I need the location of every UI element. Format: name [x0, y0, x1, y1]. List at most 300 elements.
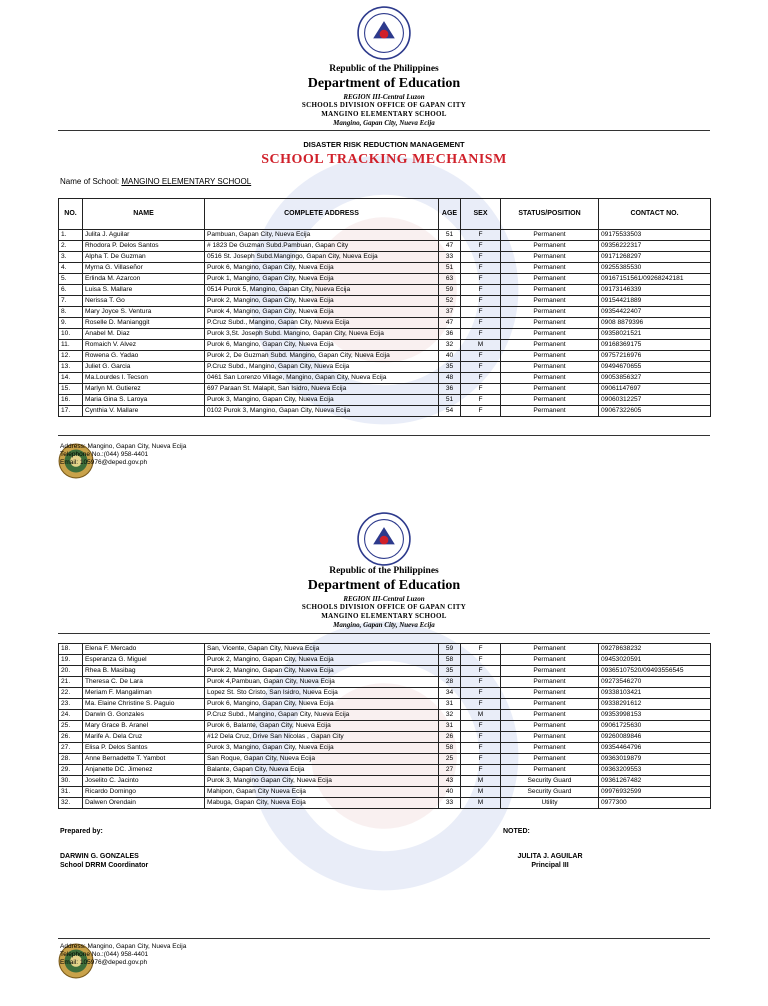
department-title: Department of Education — [307, 578, 461, 593]
cell-no: 23. — [59, 699, 83, 710]
drrm-subtitle: DISASTER RISK REDUCTION MANAGEMENT — [303, 140, 465, 149]
cell-address: Mahipon, Gapan City Nueva Ecija — [205, 787, 439, 798]
cell-address: 697 Paraan St. Malapit, San Isidro, Nueva Ecija — [205, 384, 439, 395]
cell-name: Joselito C. Jacinto — [83, 776, 205, 787]
cell-name: Mary Joyce S. Ventura — [83, 307, 205, 318]
cell-status: Permanent — [501, 329, 599, 340]
cell-contact: 09363019879 — [599, 754, 711, 765]
cell-no: 21. — [59, 677, 83, 688]
cell-contact: 09273546270 — [599, 677, 711, 688]
cell-name: Alpha T. De Guzman — [83, 252, 205, 263]
cell-status: Permanent — [501, 732, 599, 743]
cell-age: 43 — [439, 776, 461, 787]
cell-sex: F — [461, 666, 501, 677]
footer-address: Address: Mangino, Gapan City, Nueva Ecija — [60, 943, 187, 950]
cell-no: 11. — [59, 340, 83, 351]
division-label: SCHOOLS DIVISION OFFICE OF GAPAN CITY — [301, 101, 467, 109]
table-row — [59, 252, 711, 263]
cell-age: 51 — [439, 395, 461, 406]
cell-status: Permanent — [501, 340, 599, 351]
cell-no: 16. — [59, 395, 83, 406]
cell-sex: F — [461, 384, 501, 395]
cell-age: 37 — [439, 307, 461, 318]
cell-status: Utility — [501, 798, 599, 809]
cell-status: Permanent — [501, 666, 599, 677]
cell-age: 32 — [439, 340, 461, 351]
cell-contact: 09061147697 — [599, 384, 711, 395]
region-label: REGION III-Central Luzon — [343, 595, 425, 603]
cell-address: 0516 St. Joseph Subd.Mangingo, Gapan City, Nueva Ecija — [205, 252, 439, 263]
cell-name: Myrna G. Villaseñor — [83, 263, 205, 274]
cell-address: San Roque, Gapan City, Nueva Ecija — [205, 754, 439, 765]
cell-contact: 09354422407 — [599, 307, 711, 318]
cell-age: 58 — [439, 655, 461, 666]
header-divider — [58, 633, 710, 634]
cell-no: 20. — [59, 666, 83, 677]
cell-address: Purok 2, Mangino, Gapan City, Nueva Ecija — [205, 666, 439, 677]
cell-age: 36 — [439, 329, 461, 340]
cell-no: 25. — [59, 721, 83, 732]
table-row — [59, 373, 711, 384]
cell-sex: F — [461, 329, 501, 340]
cell-sex: F — [461, 230, 501, 241]
table-row — [59, 765, 711, 776]
school-name-line — [60, 177, 251, 186]
cell-name: Theresa C. De Lara — [83, 677, 205, 688]
cell-age: 27 — [439, 765, 461, 776]
cell-no: 19. — [59, 655, 83, 666]
staff-table-page-2 — [58, 643, 711, 809]
cell-name: Marlyn M. Gutierez — [83, 384, 205, 395]
table-row — [59, 406, 711, 417]
cell-name: Rhodora P. Delos Santos — [83, 241, 205, 252]
cell-name: Rowena G. Yadao — [83, 351, 205, 362]
table-row — [59, 677, 711, 688]
cell-sex: F — [461, 351, 501, 362]
table-row — [59, 798, 711, 809]
cell-no: 13. — [59, 362, 83, 373]
cell-contact: 09167151561/09268242181 — [599, 274, 711, 285]
cell-sex: F — [461, 362, 501, 373]
table-row — [59, 710, 711, 721]
cell-contact: 09338103421 — [599, 688, 711, 699]
table-row — [59, 362, 711, 373]
cell-status: Security Guard — [501, 776, 599, 787]
cell-status: Permanent — [501, 406, 599, 417]
table-row — [59, 655, 711, 666]
cell-contact: 0908 8879396 — [599, 318, 711, 329]
deped-seal-icon — [357, 6, 411, 60]
table-row — [59, 230, 711, 241]
cell-contact: 09361267482 — [599, 776, 711, 787]
cell-address: Purok 2, De Guzman Subd. Mangino, Gapan City, Nueva Ecija — [205, 351, 439, 362]
cell-age: 34 — [439, 688, 461, 699]
cell-contact: 09173146339 — [599, 285, 711, 296]
cell-age: 32 — [439, 710, 461, 721]
cell-name: Meriam F. Mangaliman — [83, 688, 205, 699]
cell-name: Elena F. Mercado — [83, 644, 205, 655]
table-row — [59, 787, 711, 798]
cell-name: Mary Grace B. Aranel — [83, 721, 205, 732]
table-row — [59, 384, 711, 395]
cell-status: Permanent — [501, 285, 599, 296]
cell-age: 28 — [439, 677, 461, 688]
cell-contact: 09067322605 — [599, 406, 711, 417]
cell-contact: 09278638232 — [599, 644, 711, 655]
col-status-header: STATUS/POSITION — [501, 199, 599, 230]
prepared-block — [60, 827, 148, 870]
cell-name: Cynthia V. Mallare — [83, 406, 205, 417]
cell-name: Ma.Lourdes I. Tecson — [83, 373, 205, 384]
footer-contact — [60, 943, 186, 967]
location-label: Mangino, Gapan City, Nueva Ecija — [333, 621, 435, 629]
table-row — [59, 644, 711, 655]
cell-contact: 09060312257 — [599, 395, 711, 406]
cell-no: 32. — [59, 798, 83, 809]
cell-age: 59 — [439, 644, 461, 655]
cell-address: Purok 6, Mangino, Gapan City, Nueva Ecija — [205, 263, 439, 274]
cell-status: Permanent — [501, 384, 599, 395]
table-row — [59, 732, 711, 743]
table-row — [59, 743, 711, 754]
cell-sex: F — [461, 241, 501, 252]
cell-status: Permanent — [501, 721, 599, 732]
footer-telephone: Telephone No.:(044) 958-4401 — [60, 951, 149, 958]
cell-name: Marife A. Dela Cruz — [83, 732, 205, 743]
cell-name: Esperanza G. Miguel — [83, 655, 205, 666]
cell-age: 35 — [439, 666, 461, 677]
noted-label: NOTED: — [503, 828, 530, 835]
cell-sex: F — [461, 765, 501, 776]
cell-address: Purok 4,Pambuan, Gapan City, Nueva Ecija — [205, 677, 439, 688]
cell-no: 24. — [59, 710, 83, 721]
prepared-label: Prepared by: — [60, 828, 103, 835]
cell-no: 31. — [59, 787, 83, 798]
table-row — [59, 699, 711, 710]
footer-email: Email: 105976@deped.gov.ph — [60, 459, 148, 466]
cell-no: 12. — [59, 351, 83, 362]
cell-address: Purok 4, Mangino, Gapan City, Nueva Ecija — [205, 307, 439, 318]
cell-sex: M — [461, 340, 501, 351]
table-row — [59, 340, 711, 351]
cell-sex: F — [461, 406, 501, 417]
cell-sex: F — [461, 721, 501, 732]
cell-name: Julita J. Aguilar — [83, 230, 205, 241]
cell-sex: F — [461, 699, 501, 710]
cell-no: 26. — [59, 732, 83, 743]
cell-contact: 09365107520/09493556545 — [599, 666, 711, 677]
cell-age: 31 — [439, 721, 461, 732]
cell-no: 6. — [59, 285, 83, 296]
cell-name: Erlinda M. Azarcon — [83, 274, 205, 285]
tracking-title: SCHOOL TRACKING MECHANISM — [261, 152, 507, 167]
cell-age: 35 — [439, 362, 461, 373]
cell-status: Permanent — [501, 710, 599, 721]
cell-sex: M — [461, 776, 501, 787]
cell-name: Anjanette DC. Jimenez — [83, 765, 205, 776]
table-row — [59, 285, 711, 296]
cell-sex: F — [461, 732, 501, 743]
cell-no: 22. — [59, 688, 83, 699]
cell-status: Permanent — [501, 307, 599, 318]
footer-telephone: Telephone No.:(044) 958-4401 — [60, 451, 149, 458]
cell-sex: M — [461, 787, 501, 798]
table-row — [59, 351, 711, 362]
cell-address: Pambuan, Gapan City, Nueva Ecija — [205, 230, 439, 241]
cell-age: 40 — [439, 787, 461, 798]
cell-address: San, Vicente, Gapan City, Nueva Ecija — [205, 644, 439, 655]
table-row — [59, 688, 711, 699]
cell-sex: F — [461, 644, 501, 655]
cell-status: Permanent — [501, 263, 599, 274]
deped-seal-icon — [357, 512, 411, 566]
cell-age: 40 — [439, 351, 461, 362]
cell-address: Purok 3, Mangino, Gapan City, Nueva Ecija — [205, 395, 439, 406]
cell-name: Luisa S. Mallare — [83, 285, 205, 296]
table-row — [59, 754, 711, 765]
cell-contact: 09453020591 — [599, 655, 711, 666]
cell-sex: F — [461, 318, 501, 329]
cell-age: 59 — [439, 285, 461, 296]
cell-name: Elisa P. Delos Santos — [83, 743, 205, 754]
cell-sex: M — [461, 798, 501, 809]
cell-address: Purok 3, Mangino, Gapan City, Nueva Ecija — [205, 743, 439, 754]
cell-name: Nerissa T. Go — [83, 296, 205, 307]
cell-address: 0102 Purok 3, Mangino, Gapan City, Nueva Ecija — [205, 406, 439, 417]
cell-status: Permanent — [501, 351, 599, 362]
table-row — [59, 329, 711, 340]
col-name-header: NAME — [83, 199, 205, 230]
cell-no: 29. — [59, 765, 83, 776]
cell-sex: F — [461, 677, 501, 688]
table-row — [59, 395, 711, 406]
footer-divider — [58, 938, 710, 939]
cell-status: Permanent — [501, 644, 599, 655]
cell-address: Purok 6, Balante, Gapan City, Nueva Ecija — [205, 721, 439, 732]
footer-contact — [60, 443, 186, 467]
cell-sex: F — [461, 688, 501, 699]
cell-contact: 09061725630 — [599, 721, 711, 732]
col-sex-header: SEX — [461, 199, 501, 230]
cell-no: 5. — [59, 274, 83, 285]
cell-name: Anne Bernadette T. Yambot — [83, 754, 205, 765]
cell-sex: F — [461, 296, 501, 307]
cell-address: Lopez St. Sto Cristo, San Isidro, Nueva Ecija — [205, 688, 439, 699]
cell-age: 33 — [439, 252, 461, 263]
cell-contact: 09171268297 — [599, 252, 711, 263]
cell-sex: F — [461, 285, 501, 296]
table-row — [59, 776, 711, 787]
cell-sex: F — [461, 252, 501, 263]
cell-no: 17. — [59, 406, 83, 417]
location-label: Mangino, Gapan City, Nueva Ecija — [333, 119, 435, 127]
cell-contact: 09175533503 — [599, 230, 711, 241]
cell-sex: F — [461, 743, 501, 754]
cell-no: 14. — [59, 373, 83, 384]
footer-email: Email: 105976@deped.gov.ph — [60, 959, 148, 966]
cell-address: P.Cruz Subd., Mangino, Gapan City, Nueva Ecija — [205, 362, 439, 373]
cell-name: Dalwen Orendain — [83, 798, 205, 809]
cell-name: Juliet G. Garcia — [83, 362, 205, 373]
cell-age: 52 — [439, 296, 461, 307]
noted-name: JULITA J. AGUILAR — [517, 853, 583, 860]
cell-status: Security Guard — [501, 787, 599, 798]
republic-label: Republic of the Philippines — [329, 566, 439, 576]
cell-address: P.Cruz Subd., Mangino, Gapan City, Nueva Ecija — [205, 710, 439, 721]
cell-status: Permanent — [501, 274, 599, 285]
cell-age: 36 — [439, 384, 461, 395]
school-name-value: MANGINO ELEMENTARY SCHOOL — [121, 177, 252, 186]
cell-contact: 09976932599 — [599, 787, 711, 798]
cell-status: Permanent — [501, 677, 599, 688]
cell-age: 58 — [439, 743, 461, 754]
noted-block — [502, 852, 598, 870]
cell-no: 2. — [59, 241, 83, 252]
cell-age: 31 — [439, 699, 461, 710]
cell-status: Permanent — [501, 241, 599, 252]
cell-name: Anabel M. Diaz — [83, 329, 205, 340]
cell-no: 7. — [59, 296, 83, 307]
cell-age: 54 — [439, 406, 461, 417]
cell-sex: F — [461, 373, 501, 384]
col-age-header: AGE — [439, 199, 461, 230]
cell-status: Permanent — [501, 655, 599, 666]
cell-age: 51 — [439, 230, 461, 241]
cell-status: Permanent — [501, 765, 599, 776]
cell-name: Roselle D. Manianggit — [83, 318, 205, 329]
cell-no: 30. — [59, 776, 83, 787]
cell-address: Purok 2, Mangino, Gapan City, Nueva Ecija — [205, 655, 439, 666]
cell-address: Balante, Gapan City, Nueva Ecija — [205, 765, 439, 776]
region-label: REGION III-Central Luzon — [343, 93, 425, 101]
table-row — [59, 721, 711, 732]
cell-contact: 09255385530 — [599, 263, 711, 274]
cell-contact: 09358021521 — [599, 329, 711, 340]
cell-sex: F — [461, 307, 501, 318]
cell-no: 4. — [59, 263, 83, 274]
cell-contact: 09338291612 — [599, 699, 711, 710]
school-header-label: MANGINO ELEMENTARY SCHOOL — [321, 612, 447, 620]
noted-title: Principal III — [531, 862, 569, 869]
footer-address: Address: Mangino, Gapan City, Nueva Ecija — [60, 443, 187, 450]
cell-address: Purok 2, Mangino, Gapan City, Nueva Ecija — [205, 296, 439, 307]
cell-status: Permanent — [501, 252, 599, 263]
table-row — [59, 274, 711, 285]
school-name-label: Name of School: — [60, 177, 120, 186]
header-divider — [58, 130, 710, 131]
cell-no: 1. — [59, 230, 83, 241]
cell-contact: 0977300 — [599, 798, 711, 809]
cell-age: 47 — [439, 318, 461, 329]
cell-contact: 09154421889 — [599, 296, 711, 307]
cell-age: 26 — [439, 732, 461, 743]
cell-address: Mabuga, Gapan City, Nueva Ecija — [205, 798, 439, 809]
cell-contact: 09053856327 — [599, 373, 711, 384]
staff-table-page-1 — [58, 198, 711, 417]
cell-name: Rhea B. Masibag — [83, 666, 205, 677]
cell-age: 51 — [439, 263, 461, 274]
cell-age: 48 — [439, 373, 461, 384]
cell-no: 15. — [59, 384, 83, 395]
table-row — [59, 263, 711, 274]
col-address-header: COMPLETE ADDRESS — [205, 199, 439, 230]
table-row — [59, 307, 711, 318]
cell-name: Darwin G. Gonzales — [83, 710, 205, 721]
cell-name: Ma. Elaine Christine S. Paguio — [83, 699, 205, 710]
cell-age: 47 — [439, 241, 461, 252]
cell-sex: F — [461, 754, 501, 765]
school-header-label: MANGINO ELEMENTARY SCHOOL — [321, 110, 447, 118]
cell-address: Purok 3, Mangino Gapan City, Nueva Ecija — [205, 776, 439, 787]
cell-no: 3. — [59, 252, 83, 263]
cell-address: Purok 1, Mangino, Gapan City, Nueva Ecija — [205, 274, 439, 285]
cell-address: P.Cruz Subd., Mangino, Gapan City, Nueva Ecija — [205, 318, 439, 329]
footer-divider — [58, 435, 710, 436]
cell-status: Permanent — [501, 699, 599, 710]
cell-address: 0514 Purok 5, Mangino, Gapan City, Nueva Ecija — [205, 285, 439, 296]
cell-no: 27. — [59, 743, 83, 754]
cell-status: Permanent — [501, 318, 599, 329]
cell-status: Permanent — [501, 230, 599, 241]
cell-status: Permanent — [501, 743, 599, 754]
cell-contact: 09168369175 — [599, 340, 711, 351]
cell-status: Permanent — [501, 296, 599, 307]
prepared-name: DARWIN G. GONZALES — [60, 853, 139, 860]
cell-status: Permanent — [501, 373, 599, 384]
cell-status: Permanent — [501, 688, 599, 699]
page-1 — [0, 0, 768, 490]
cell-contact: 09260089846 — [599, 732, 711, 743]
cell-status: Permanent — [501, 395, 599, 406]
cell-sex: F — [461, 274, 501, 285]
cell-status: Permanent — [501, 754, 599, 765]
cell-name: Maria Gina S. Laroya — [83, 395, 205, 406]
col-no-header: NO. — [59, 199, 83, 230]
cell-sex: F — [461, 263, 501, 274]
republic-label: Republic of the Philippines — [329, 64, 439, 74]
cell-address: Purok 6, Mangino, Gapan City, Nueva Ecija — [205, 340, 439, 351]
table-row — [59, 241, 711, 252]
cell-contact: 09354464796 — [599, 743, 711, 754]
table-row — [59, 666, 711, 677]
department-title: Department of Education — [307, 76, 461, 91]
cell-address: # 1823 De Guzman Subd.Pambuan, Gapan City — [205, 241, 439, 252]
cell-status: Permanent — [501, 362, 599, 373]
cell-sex: F — [461, 395, 501, 406]
cell-address: 0461 San Lorenzo Village, Mangino, Gapan City, Nueva Ecija — [205, 373, 439, 384]
cell-age: 25 — [439, 754, 461, 765]
cell-age: 63 — [439, 274, 461, 285]
cell-no: 28. — [59, 754, 83, 765]
table-header-row — [59, 199, 711, 230]
cell-contact: 09757216976 — [599, 351, 711, 362]
cell-contact: 09363209553 — [599, 765, 711, 776]
col-contact-header: CONTACT NO. — [599, 199, 711, 230]
table-row — [59, 318, 711, 329]
cell-age: 33 — [439, 798, 461, 809]
cell-address: Purok 6, Mangino, Gapan City, Nueva Ecija — [205, 699, 439, 710]
cell-contact: 09494670655 — [599, 362, 711, 373]
division-label: SCHOOLS DIVISION OFFICE OF GAPAN CITY — [301, 603, 467, 611]
cell-sex: M — [461, 710, 501, 721]
cell-no: 10. — [59, 329, 83, 340]
cell-contact: 09356222317 — [599, 241, 711, 252]
cell-address: #12 Dela Cruz, Drive San Nicolas , Gapan City — [205, 732, 439, 743]
cell-name: Romaich V. Alvez — [83, 340, 205, 351]
cell-no: 8. — [59, 307, 83, 318]
prepared-title: School DRRM Coordinator — [60, 862, 149, 869]
page-2 — [0, 496, 768, 1006]
